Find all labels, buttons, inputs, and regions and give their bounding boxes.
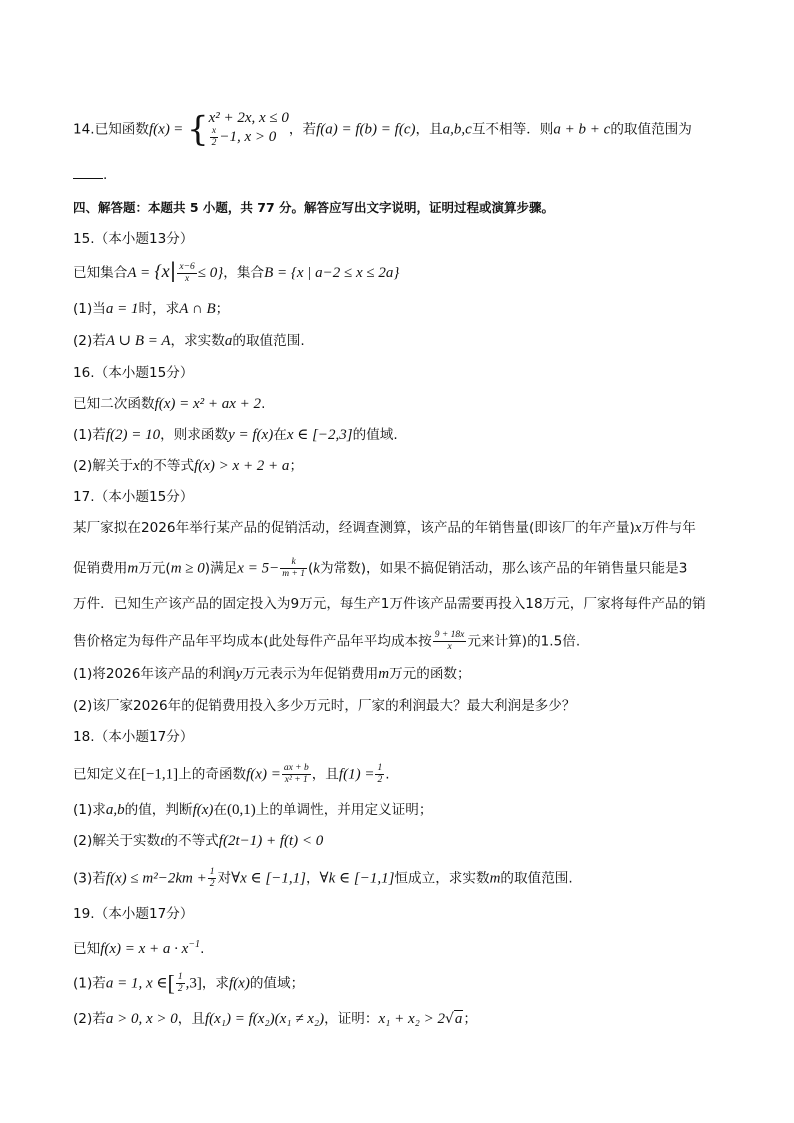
q19-p1-rest: ,3] <box>185 975 202 992</box>
q15-frac-num: x−6 <box>179 261 195 272</box>
q18-stem <box>73 763 390 786</box>
q15-p1-expr: A ∩ B <box>179 301 216 317</box>
q18-p2-b: 的不等式 <box>164 833 219 849</box>
q18-p3-half-den: 2 <box>209 879 215 889</box>
q17-p1-b: 万元表示为年促销费用 <box>242 666 379 682</box>
q17-l2-cond: m ≥ 0 <box>170 560 205 577</box>
q16-p1-c: 在 <box>273 427 287 443</box>
q14-piece1: x² + 2x, x ≤ 0 <box>208 110 289 126</box>
q19-p1-cond: a = 1, x ∈ <box>105 975 168 992</box>
q18-p3-d: 恒成立，求实数 <box>394 870 490 887</box>
q17-l2-b: 万元( <box>138 560 171 577</box>
q16-p1-cond: f(2) = 10 <box>105 427 161 443</box>
q18-p3-a: (3)若 <box>73 870 106 887</box>
q18-p3-q1: ∀x ∈ [−1,1] <box>231 870 306 887</box>
q19-p1-lb: [ <box>167 970 175 996</box>
q14-answer-line <box>73 166 107 184</box>
sqrt-icon: √ <box>444 1011 454 1027</box>
q16-p2-var: x <box>133 458 140 474</box>
q14-cond: f(a) = f(b) = f(c) <box>316 121 416 138</box>
q14-piece2: −1, x > 0 <box>219 128 277 145</box>
q14-text-e: 的取值范围为 <box>610 121 692 138</box>
q19-part1 <box>73 972 304 995</box>
q16-p2-a: (2)解关于 <box>73 458 134 474</box>
q17-l2-k: k <box>313 560 320 577</box>
q18-p2-a: (2)解关于实数 <box>73 833 161 849</box>
q14-text-d: 互不相等．则 <box>471 121 554 138</box>
q19-p2-d: ； <box>463 1011 477 1027</box>
q15-p1-a: (1)当 <box>73 301 106 317</box>
q19-stem <box>73 936 204 958</box>
q19-l1-b: . <box>200 941 205 957</box>
q19-p2-a: (2)若 <box>73 1011 106 1027</box>
q19-p1-a: (1)若 <box>73 975 106 992</box>
q16-p1-d: 的值域. <box>352 427 398 443</box>
q18-l1-c: ，且 <box>311 766 339 783</box>
q16-part2 <box>73 457 303 475</box>
q18-p3-e: 的取值范围. <box>500 870 573 887</box>
q18-l1-a: 已知定义在 <box>73 766 141 783</box>
q15-setA-rest: ≤ 0} <box>197 265 224 281</box>
q17-l4-a: 售价格定为每件产品年平均成本(此处每件产品年平均成本按 <box>73 633 432 650</box>
q14-answer-blank <box>73 166 103 179</box>
q19-l1-expr: f(x) = x + a · x <box>100 941 189 957</box>
q14-abc: a,b,c <box>442 121 472 138</box>
q14-sum: a + b + c <box>553 121 611 138</box>
q18-p2-t: t <box>160 833 165 849</box>
q16-p2-ineq: f(x) > x + 2 + a <box>194 458 290 474</box>
q16-head: 16.（本小题15分） <box>73 365 194 381</box>
q15-stem: 已知集合A = {x| $\frac{x-6}{x}$ ≤ 0}，集合B = {x | a−2 ≤ x ≤ 2a} <box>73 258 400 284</box>
q18-p1-ab: a,b <box>105 802 125 818</box>
q17-l1-var: x <box>634 520 642 536</box>
q17-l1: 某厂家拟在2026年举行某产品的促销活动，经调查测算，该产品的年销售量(即该厂的年产量) <box>73 520 635 536</box>
q15-p2-c: 的取值范围. <box>232 333 305 349</box>
q16-text-a: 已知二次函数 <box>73 396 155 412</box>
q16-part1 <box>73 426 398 444</box>
q17-l2-d: ( <box>307 560 314 577</box>
q18-p1-d: 上的单调性，并用定义证明； <box>255 802 433 818</box>
q17-l4-frac-num: 9 + 18x <box>434 630 465 640</box>
q15-text-b: ，集合 <box>223 265 265 281</box>
q16-p1-fn: y = f(x) <box>228 427 274 443</box>
q14-eq: = <box>174 121 183 138</box>
q14-piecewise <box>209 110 289 149</box>
q17-frac-den: m + 1 <box>282 569 305 579</box>
q14-frac-num: x <box>210 126 219 138</box>
q18-frac-den: x² + 1 <box>284 775 308 785</box>
q18-l1-f1: f(1) = <box>338 766 375 783</box>
q17-frac-num: k <box>280 557 307 569</box>
q15-p1-b: 时，求 <box>138 301 180 317</box>
q17-line3: 万件．已知生产该产品的固定投入为9万元，每生产1万件该产品需要再投入18万元，厂家将每件产品的销 <box>73 596 706 612</box>
q18-p1-int: (0,1) <box>227 802 256 818</box>
q16-p2-b: 的不等式 <box>139 458 195 474</box>
q15-setA-open: {x <box>154 261 170 281</box>
q15-p2-var: a <box>224 333 233 349</box>
q16-stem <box>73 395 265 413</box>
q15-setA: A = <box>127 265 151 281</box>
q19-p2-c: ，证明： <box>324 1011 379 1027</box>
q17-l2-a: 促销费用 <box>73 560 128 577</box>
q15-head: 15.（本小题13分） <box>73 231 194 247</box>
q14-tail: . <box>103 167 108 183</box>
q18-part1 <box>73 801 432 819</box>
q16-expr: f(x) = x² + ax + 2 <box>154 396 262 412</box>
q19-l1-exp: −1 <box>188 939 201 950</box>
q17-l2-c: )满足 <box>204 560 238 577</box>
q16-p1-dom: x ∈ [−2,3] <box>286 427 353 443</box>
q17-p1-y: y <box>235 666 243 682</box>
q14-line <box>73 110 692 149</box>
q18-p2-ineq: f(2t−1) + f(t) < 0 <box>218 833 324 849</box>
q15-p2-a: (2)若 <box>73 333 106 349</box>
q19-p1-c: 的值域； <box>249 975 305 992</box>
q18-p1-fx: f(x) <box>192 802 214 818</box>
q14-fx: f(x) <box>149 121 170 138</box>
q18-p3-c: ， <box>305 870 320 887</box>
q17-part2: (2)该厂家2026年的促销费用投入多少万元时，厂家的利润最大？最大利润是多少？ <box>73 698 576 714</box>
q18-part3 <box>73 867 573 890</box>
q17-l4-b: 元来计算)的1.5倍. <box>467 633 581 650</box>
q17-p1-c: 万元的函数； <box>389 666 471 682</box>
q17-part1 <box>73 665 471 683</box>
q18-l1-dom: [−1,1] <box>140 766 179 783</box>
q18-p3-b: 对 <box>217 870 232 887</box>
q19-part2 <box>73 1010 477 1028</box>
q15-p1-cond: a = 1 <box>105 301 139 317</box>
q17-l2-e: 为常数)，如果不搞促销活动，那么该产品的年销售量只能是3 <box>319 560 688 577</box>
section4-title: 四、解答题：本题共 5 小题，共 77 分。解答应写出文字说明，证明过程或演算步骤。 <box>73 200 555 215</box>
q19-p2-ineq: x₁ + x₂ > 2 <box>378 1011 445 1027</box>
q19-p2-cond: a > 0, x > 0 <box>105 1011 178 1027</box>
q16-p1-b: ，则求函数 <box>160 427 229 443</box>
q15-part2 <box>73 332 305 350</box>
q14-text-c: ，且 <box>415 121 443 138</box>
q17-line2 <box>73 557 687 580</box>
q19-p2-sqrt: a <box>454 1011 463 1027</box>
q15-p2-b: ，求实数 <box>170 333 225 349</box>
q18-half-num: 1 <box>377 763 383 773</box>
q17-p1-a: (1)将2026年该产品的利润 <box>73 666 236 682</box>
q16-p2-c: ； <box>289 458 304 474</box>
q18-p3-ineq: f(x) ≤ m²−2km + <box>105 870 207 887</box>
q17-line4 <box>73 630 580 653</box>
q14-text: 已知函数 <box>94 121 149 138</box>
q14-brace: { <box>186 109 209 150</box>
q15-text-a: 已知集合 <box>73 265 128 281</box>
q18-frac-num: ax + b <box>283 763 309 773</box>
q19-l1-a: 已知 <box>73 941 101 957</box>
q18-p1-a: (1)求 <box>73 802 106 818</box>
q19-head: 19.（本小题17分） <box>73 906 194 922</box>
q19-frac-den: 2 <box>177 984 183 994</box>
q17-p1-m: m <box>378 666 390 682</box>
q17-l4-frac-den: x <box>447 642 452 652</box>
q15-setB: B = {x | a−2 ≤ x ≤ 2a} <box>264 265 400 281</box>
q19-p1-b: ，求 <box>201 975 230 992</box>
q16-text-b: . <box>261 396 266 412</box>
q17-l2-x: x = 5− <box>237 560 280 577</box>
q17-head: 17.（本小题15分） <box>73 489 194 505</box>
q15-p1-c: ； <box>215 301 230 317</box>
q14-number: 14. <box>73 121 95 138</box>
q15-frac-den: x <box>184 273 190 284</box>
q18-p1-c: 在 <box>213 802 227 818</box>
q19-p2-eq: f(x₁) = f(x₂)(x₁ ≠ x₂) <box>204 1011 325 1027</box>
q17-l2-m: m <box>127 560 139 577</box>
q19-frac-num: 1 <box>177 972 183 982</box>
q18-l1-fx: f(x) = <box>246 766 281 783</box>
q19-p1-fx: f(x) <box>229 975 250 992</box>
q19-p2-b: ，且 <box>177 1011 205 1027</box>
q14-frac-den: 2 <box>211 138 217 148</box>
q14-text-b: ，若 <box>288 121 317 138</box>
q18-l1-d: . <box>385 766 390 783</box>
q18-p1-b: 的值，判断 <box>124 802 193 818</box>
q17-line1 <box>73 519 696 537</box>
q18-half-den: 2 <box>377 775 383 785</box>
q18-part2 <box>73 832 323 850</box>
q18-head: 18.（本小题17分） <box>73 729 194 745</box>
q17-l1-end: 万件与年 <box>641 520 696 536</box>
q15-part1 <box>73 300 229 318</box>
q15-p2-expr: A ∪ B = A <box>105 333 171 349</box>
q18-p3-q2: ∀k ∈ [−1,1] <box>319 870 395 887</box>
q18-p3-m: m <box>489 870 501 887</box>
q18-l1-b: 上的奇函数 <box>178 766 247 783</box>
q16-p1-a: (1)若 <box>73 427 106 443</box>
q18-p3-half-num: 1 <box>209 867 215 877</box>
